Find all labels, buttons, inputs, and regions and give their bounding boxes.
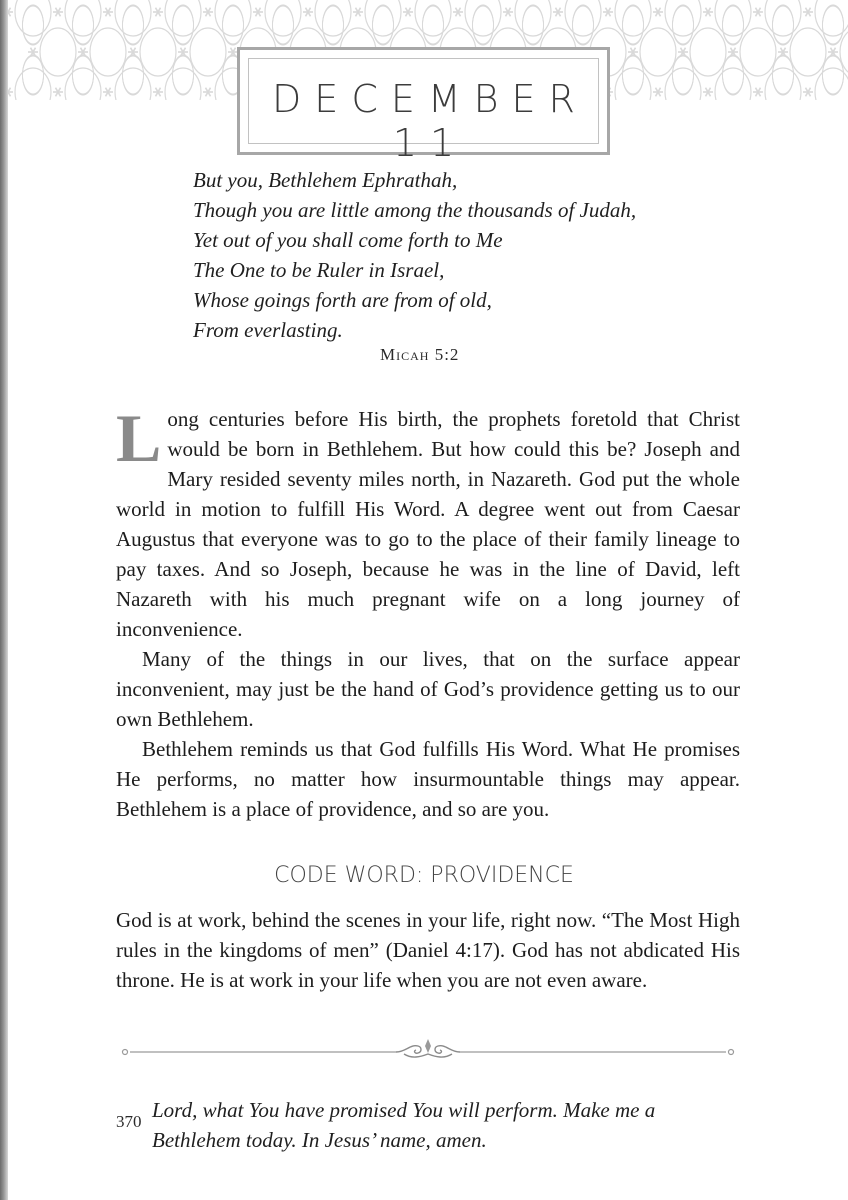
prayer-line: Bethlehem today. In Jesus’ name, amen.: [152, 1128, 487, 1152]
title-frame: [237, 47, 610, 165]
paragraph-1: [116, 400, 740, 644]
scripture-verse: [193, 165, 636, 345]
paragraph-1-text: ong centuries before His birth, the prophets foretold that Christ would be born in Bethlehem. But how could this be? Joseph and Mary resided seventy miles north, in Nazareth. God put the whole world in motion to fulfill His Word. A degree went out from Caesar Augustus that everyone was to go to the place of their family lineage to pay taxes. And so Joseph, because he was in the line of David, left Nazareth with his much pregnant wife on a long journey of inconvenience.: [116, 407, 740, 641]
page-number: 370: [116, 1112, 142, 1131]
verse-line: Yet out of you shall come forth to Me: [193, 228, 503, 252]
code-word-heading: CODE WORD: PROVIDENCE: [274, 863, 574, 888]
flourish-ornament-icon: [116, 1035, 740, 1065]
paragraph-3: Bethlehem reminds us that God fulfills His Word. What He promises He performs, no matter how insurmountable things may appear. Bethlehem is a place of providence, and so are you.: [116, 737, 740, 821]
code-word-text: [116, 905, 740, 995]
prayer-line: Lord, what You have promised You will perform. Make me a: [152, 1098, 656, 1122]
paragraph-2: Many of the things in our lives, that on the surface appear inconvenient, may just be the hand of God’s providence getting us to our own Bethlehem.: [116, 647, 740, 731]
verse-line: Whose goings forth are from of old,: [193, 288, 492, 312]
verse-line: But you, Bethlehem Ephrathah,: [193, 168, 458, 192]
code-word-paragraph: God is at work, behind the scenes in your life, right now. “The Most High rules in the kingdoms of men” (Daniel 4:17). God has not abdicated His throne. He is at work in your life when you are not even aware.: [116, 908, 740, 992]
page-binding-shadow: [0, 0, 8, 1200]
devotional-body: [116, 400, 740, 824]
verse-line: From everlasting.: [193, 318, 343, 342]
verse-line: The One to be Ruler in Israel,: [193, 258, 445, 282]
page-title: DECEMBER 11: [272, 77, 588, 165]
drop-cap: L: [116, 400, 162, 476]
closing-prayer: [152, 1095, 655, 1155]
verse-reference: Micah 5:2: [380, 345, 460, 364]
verse-line: Though you are little among the thousands of Judah,: [193, 198, 637, 222]
